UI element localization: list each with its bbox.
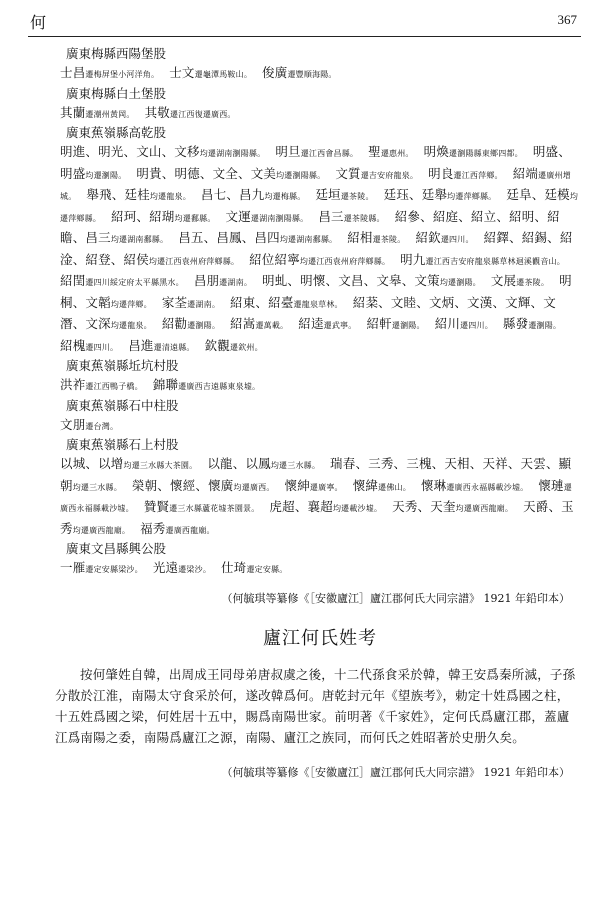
- entry-note: 均遷廣西龍廟。: [455, 504, 514, 513]
- section-heading: 廣東蕉嶺縣坵坑村股: [66, 358, 179, 373]
- article-paragraph: 按何肇姓自韓，出周成王同母弟唐叔虞之後，十二代孫食采於韓，韓王安爲秦所滅，子孫分散於江淮，南陽太守食采於何，遂改韓爲何。唐乾封元年《望族考》，勅定十姓爲國之柱，十五姓爲國之梁，何姓居十五中，賜爲南陽世家。前明著《千家姓》，定何氏爲廬江郡，蓋廬江爲南陽之委，南陽爲廬江之源，南陽、廬江之族同，而何氏之姓昭著於史册久矣。: [55, 666, 576, 745]
- entry-note: 遷廣西吉遠縣東泉墟。: [178, 382, 261, 391]
- entry-note: 遷瀏陽。: [187, 321, 221, 330]
- entry-name: 榮朝、懷經、懷廣: [131, 477, 234, 493]
- entry-note: 遷廣寧。: [309, 482, 343, 492]
- entry-name: 舉飛、廷桂: [86, 187, 150, 202]
- entry-name: 以龍、以鳳: [207, 456, 271, 471]
- entry-name: 廷珏、廷舉: [383, 187, 448, 202]
- entry-note: 遷潮州黃岡。: [85, 109, 135, 119]
- entry-note: 均遷湖南鄱縣。: [110, 235, 169, 244]
- entry-note: 均遷龍泉。: [110, 321, 152, 330]
- entry-name: 洪祚: [60, 377, 86, 392]
- entry-name: 紹端: [512, 165, 539, 181]
- entry-name: 紹位紹寧: [249, 251, 300, 267]
- entry-name: 昌七、昌九: [200, 187, 265, 202]
- entry-name: 家荃: [161, 294, 188, 310]
- entry-name: 欽觀: [204, 337, 231, 353]
- header-character: 何: [30, 13, 47, 32]
- entry-note: 遷梁沙。: [178, 565, 212, 574]
- entry-name: 懷緯: [352, 477, 379, 493]
- entry-name: 錦聯: [152, 377, 179, 392]
- entry-name: 明桐、文韜: [60, 273, 572, 310]
- article-title: 廬江何氏姓考: [263, 627, 377, 649]
- entry-note: 均遷瀏陽。: [85, 170, 127, 180]
- entry-note: 遷瀏陽。: [528, 321, 562, 330]
- genealogy-sections: [60, 45, 580, 580]
- entry-note: 遷吉安府龍泉。: [360, 170, 419, 180]
- entry-note: 均遷瀏陽。: [439, 278, 481, 287]
- entry-note: 均遷瀏陽縣。: [276, 170, 326, 180]
- entry-name: 天爵、玉秀: [60, 499, 574, 536]
- entry-note: 遷台灣。: [85, 421, 119, 431]
- section-body: [60, 558, 580, 580]
- section-body: [60, 454, 580, 540]
- entry-name: 仕琦: [221, 560, 247, 575]
- section-heading: 廣東梅縣西陽堡股: [66, 46, 167, 61]
- entry-note: 均遷萍鄉縣。: [60, 192, 579, 223]
- entry-name: 昌朋: [193, 273, 220, 288]
- entry-name: 其蘭: [60, 104, 86, 120]
- page-number: 367: [557, 12, 577, 27]
- section-heading: 廣東梅縣白土堡股: [66, 85, 167, 101]
- entry-note: 遷江西萍鄉。: [453, 170, 503, 180]
- entry-note: 遷江西吉安府龍泉縣草林迴溪觀音山。: [425, 256, 565, 266]
- entry-note: 均遷湖南鄱縣。: [279, 235, 338, 244]
- entry-name: 天秀、天奎: [392, 499, 456, 514]
- entry-note: 遷四川綏定府太平縣黑水。: [85, 278, 184, 287]
- section-heading: 廣東文昌縣興公股: [66, 541, 167, 556]
- entry-note: 遷龜潭馬鞍山。: [194, 70, 253, 79]
- entry-name: 明虬、明懷、文昌、文皋、文策: [262, 273, 440, 288]
- entry-note: 遷茶陵。: [516, 278, 550, 287]
- article-citation: （何毓琪等纂修《［安徽廬江］廬江郡何氏大同宗譜》 1921 年鉛印本）: [221, 765, 570, 779]
- entry-name: 文朋: [60, 416, 86, 432]
- entry-note: 遷茶陵縣。: [343, 213, 385, 223]
- entry-note: 遷茶陵。: [340, 192, 374, 201]
- entry-name: 昌五、昌鳳、昌四: [178, 230, 280, 245]
- section-heading: 廣東蕉嶺縣石上村股: [66, 437, 179, 452]
- entry-note: 遷梅屏堡小河洋角。: [85, 70, 160, 79]
- entry-note: 遷定安縣梁沙。: [85, 565, 143, 574]
- entry-note: 均遷梅縣。: [264, 192, 306, 201]
- entry-note: 遷廣西龍廟。: [165, 525, 215, 535]
- entry-name: 紹閏: [60, 273, 86, 288]
- entry-note: 均遷江西袁州府萍鄉縣。: [148, 256, 240, 266]
- entry-name: 紹東、紹臺: [230, 294, 294, 310]
- entry-note: 遷湖南。: [187, 299, 221, 309]
- entry-name: 福秀: [140, 520, 166, 536]
- entry-note: 均遷廣西龍廟。: [72, 525, 131, 535]
- entry-name: 文質: [335, 165, 361, 181]
- entry-name: 文展: [490, 273, 517, 288]
- entry-name: 明良: [428, 165, 454, 181]
- running-header: [0, 10, 611, 34]
- page-content: [55, 45, 580, 782]
- entry-note: 遷龍泉草林。: [293, 299, 343, 309]
- entry-name: 紹逵: [298, 316, 324, 331]
- entry-note: 均遷三水縣大茶園。: [123, 461, 198, 470]
- entry-name: 懷琳: [420, 477, 447, 493]
- citation: （何毓琪等纂修《［安徽廬江］廬江郡何氏大同宗譜》 1921 年鉛印本）: [221, 591, 570, 605]
- entry-note: 遷武寧。: [323, 321, 357, 330]
- entry-name: 廷垣: [315, 187, 341, 202]
- entry-name: 懷紳: [284, 477, 310, 493]
- section-body: [60, 142, 580, 357]
- entry-note: 遷四川。: [440, 235, 474, 244]
- entry-note: 均遷廣西。: [233, 482, 275, 492]
- section-heading: 廣東蕉嶺縣石中柱股: [66, 397, 179, 413]
- entry-name: 明九: [400, 251, 426, 267]
- entry-name: 紹槐: [60, 337, 86, 353]
- section-body: [60, 63, 580, 85]
- section-heading: 廣東蕉嶺縣高乾股: [66, 125, 167, 140]
- entry-name: 明貴、明德、文全、文美: [136, 165, 277, 181]
- entry-note: 遷江西會昌縣。: [300, 149, 359, 158]
- entry-note: 遷江西復遷廣西。: [170, 109, 236, 119]
- section-body: [60, 375, 580, 397]
- entry-note: 均遷龍泉。: [149, 192, 191, 201]
- entry-note: 均遷三水縣。: [72, 482, 122, 492]
- entry-note: 遷瀏陽。: [391, 321, 425, 330]
- entry-note: 均遷萍鄉縣。: [447, 192, 497, 201]
- entry-note: 遷江西鴨子橋。: [85, 382, 143, 391]
- entry-name: 明進、明光、文山、文移: [60, 144, 200, 159]
- entry-name: 光遠: [152, 560, 179, 575]
- entry-note: 遷廣西永福縣載沙墟。: [446, 482, 529, 492]
- entry-note: 遷欽州。: [230, 342, 263, 352]
- entry-name: 紹勸: [161, 316, 188, 331]
- entry-name: 紹珂、紹瑚: [111, 208, 175, 224]
- entry-name: 昌三: [318, 208, 344, 224]
- entry-name: 紹軒: [366, 316, 392, 331]
- entry-name: 虎超、襄超: [269, 499, 333, 514]
- entry-name: 縣發: [502, 316, 529, 331]
- entry-note: 遷萬載。: [255, 321, 289, 330]
- section-body: [60, 103, 580, 125]
- entry-name: 紹相: [347, 230, 373, 245]
- entry-name: 昌進: [128, 337, 154, 353]
- entry-note: 均遷載沙墟。: [332, 504, 383, 513]
- entry-name: 文運: [225, 208, 251, 224]
- entry-name: 俊廣: [262, 65, 288, 80]
- entry-name: 聖: [368, 144, 381, 159]
- entry-name: 士文: [169, 65, 195, 80]
- header-rule: [28, 36, 581, 37]
- entry-name: 明煥: [423, 144, 450, 159]
- entry-name: 士昌: [60, 65, 86, 80]
- entry-name: 瑞春、三秀、三槐、天相、天祥、天雲、顯朝: [60, 456, 572, 493]
- entry-name: 紹川: [434, 316, 461, 331]
- entry-note: 遷四川。: [85, 342, 119, 352]
- entry-note: 遷定安縣。: [246, 565, 288, 574]
- entry-note: 均遷三水縣。: [270, 461, 321, 470]
- entry-note: 均遷湖南瀏陽縣。: [199, 149, 266, 158]
- entry-note: 遷茶陵。: [372, 235, 406, 244]
- entry-name: 紹棻、文睦、文炳、文漢、文輝、文潛、文深: [60, 294, 556, 331]
- entry-note: 遷豐順海陽。: [287, 70, 337, 79]
- entry-note: 遷清遠縣。: [153, 342, 195, 352]
- entry-name: 一雁: [60, 560, 86, 575]
- section-body: [60, 415, 580, 437]
- entry-name: 其敬: [144, 104, 171, 120]
- entry-note: 遷湖南瀏陽縣。: [250, 213, 309, 223]
- entry-name: 紹參、紹庭、紹立、紹明、紹瞻、昌三: [60, 208, 560, 245]
- entry-name: 以城、以增: [60, 456, 124, 471]
- entry-note: 均遷江西袁州府萍鄉縣。: [299, 256, 391, 266]
- entry-note: 遷湖南。: [219, 278, 253, 287]
- entry-name: 明旦: [275, 144, 301, 159]
- entry-name: 紹鐸、紹錫、紹淦、紹登、紹侯: [60, 230, 573, 267]
- entry-note: 均遷鄱縣。: [174, 213, 216, 223]
- entry-note: 遷惠州。: [380, 149, 414, 158]
- entry-name: 紹欽: [415, 230, 441, 245]
- entry-note: 遷三水縣蘆花墟茶園景。: [169, 504, 260, 513]
- entry-name: 紹嵩: [230, 316, 256, 331]
- entry-note: 遷瀏陽縣東鄉四都。: [449, 149, 523, 158]
- entry-name: 贊賢: [143, 499, 170, 514]
- entry-note: 遷廣西永福縣載沙墟。: [60, 482, 572, 513]
- entry-note: 均遷萍鄉。: [110, 299, 152, 309]
- entry-name: 廷阜、廷模: [506, 187, 570, 202]
- entry-note: 遷佛山。: [378, 482, 411, 492]
- entry-name: 明盛、明盛: [60, 144, 571, 181]
- entry-note: 遷四川。: [460, 321, 493, 330]
- entry-note: 遷廣州增城。: [60, 170, 571, 201]
- entry-name: 懷璉: [538, 477, 564, 493]
